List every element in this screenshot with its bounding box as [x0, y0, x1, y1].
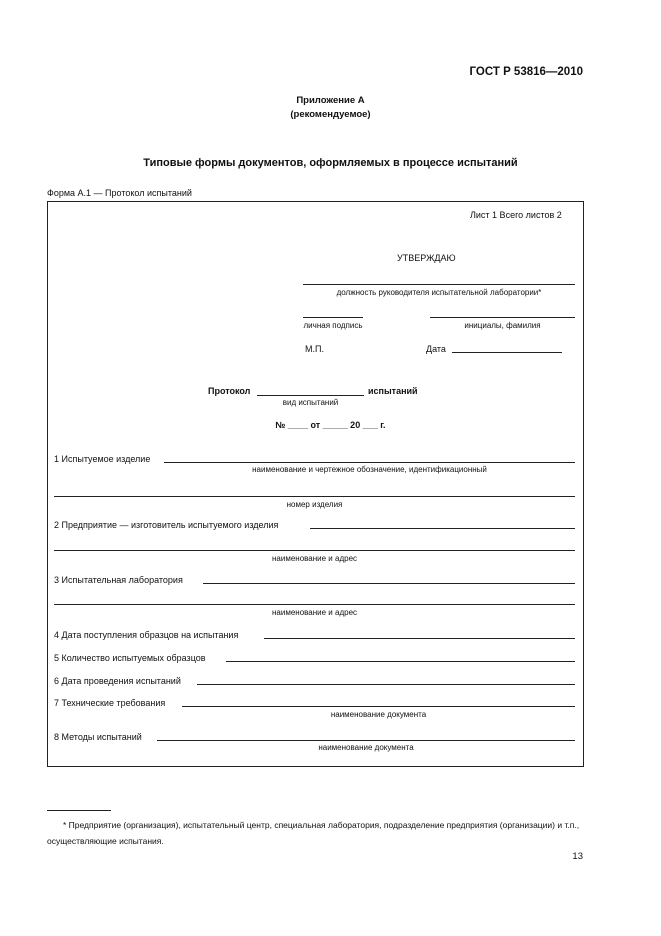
- item-8-caption: наименование документа: [318, 743, 414, 752]
- item-1-caption: наименование и чертежное обозначение, идентификационный: [252, 465, 487, 474]
- date-line: [452, 352, 562, 353]
- item-3b-line: [54, 604, 575, 605]
- item-5-label: 5 Количество испытуемых образцов: [54, 653, 206, 663]
- footnote: * Предприятие (организация), испытательный центр, специальная лаборатория, подразделение предприятия (организации) и т.п., осуществляющие испытания.: [47, 820, 580, 846]
- item-4-line: [264, 638, 575, 639]
- item-7-caption: наименование документа: [330, 710, 427, 719]
- item-8-label: 8 Методы испытаний: [54, 732, 142, 742]
- item-1-line: [164, 462, 575, 463]
- item-8-line: [157, 740, 575, 741]
- standard-designation: ГОСТ Р 53816—2010: [469, 66, 583, 78]
- date-label: Дата: [426, 344, 446, 354]
- item-1-label: 1 Испытуемое изделие: [54, 454, 151, 464]
- stamp-label: М.П.: [305, 344, 324, 354]
- position-line: [303, 284, 575, 285]
- item-6-line: [197, 684, 575, 685]
- test-type-line: [257, 395, 364, 396]
- approve-label: УТВЕРЖДАЮ: [397, 253, 456, 263]
- footnote-rule: [47, 810, 111, 811]
- item-2-label: 2 Предприятие — изготовитель испытуемого изделия: [54, 520, 279, 530]
- item-2b-caption: наименование и адрес: [271, 554, 358, 563]
- item-3-label: 3 Испытательная лаборатория: [54, 575, 183, 585]
- initials-line: [430, 317, 575, 318]
- item-1b-line: [54, 496, 575, 497]
- tests-word: испытаний: [368, 386, 418, 396]
- section-heading: Типовые формы документов, оформляемых в процессе испытаний: [143, 157, 518, 169]
- item-7-label: 7 Технические требования: [54, 698, 166, 708]
- page-number: 13: [572, 851, 583, 862]
- item-5-line: [226, 661, 575, 662]
- initials-caption: инициалы, фамилия: [464, 321, 541, 330]
- appendix-status: (рекомендуемое): [290, 109, 371, 120]
- item-3-line: [203, 583, 575, 584]
- item-2-line: [310, 528, 575, 529]
- protocol-word: Протокол: [208, 386, 251, 396]
- form-label: Форма А.1 — Протокол испытаний: [47, 188, 192, 198]
- protocol-number-line: № ____ от _____ 20 ___ г.: [275, 420, 386, 430]
- appendix-title: Приложение А: [296, 95, 365, 106]
- item-1b-caption: номер изделия: [286, 500, 343, 509]
- item-7-line: [182, 706, 575, 707]
- signature-line: [303, 317, 363, 318]
- test-type-caption: вид испытаний: [282, 398, 339, 407]
- item-3b-caption: наименование и адрес: [271, 608, 358, 617]
- item-6-label: 6 Дата проведения испытаний: [54, 676, 181, 686]
- sheet-counter: Лист 1 Всего листов 2: [470, 210, 562, 220]
- item-2b-line: [54, 550, 575, 551]
- signature-caption: личная подпись: [303, 321, 363, 330]
- item-4-label: 4 Дата поступления образцов на испытания: [54, 630, 239, 640]
- position-caption: должность руководителя испытательной лаборатории*: [336, 288, 542, 297]
